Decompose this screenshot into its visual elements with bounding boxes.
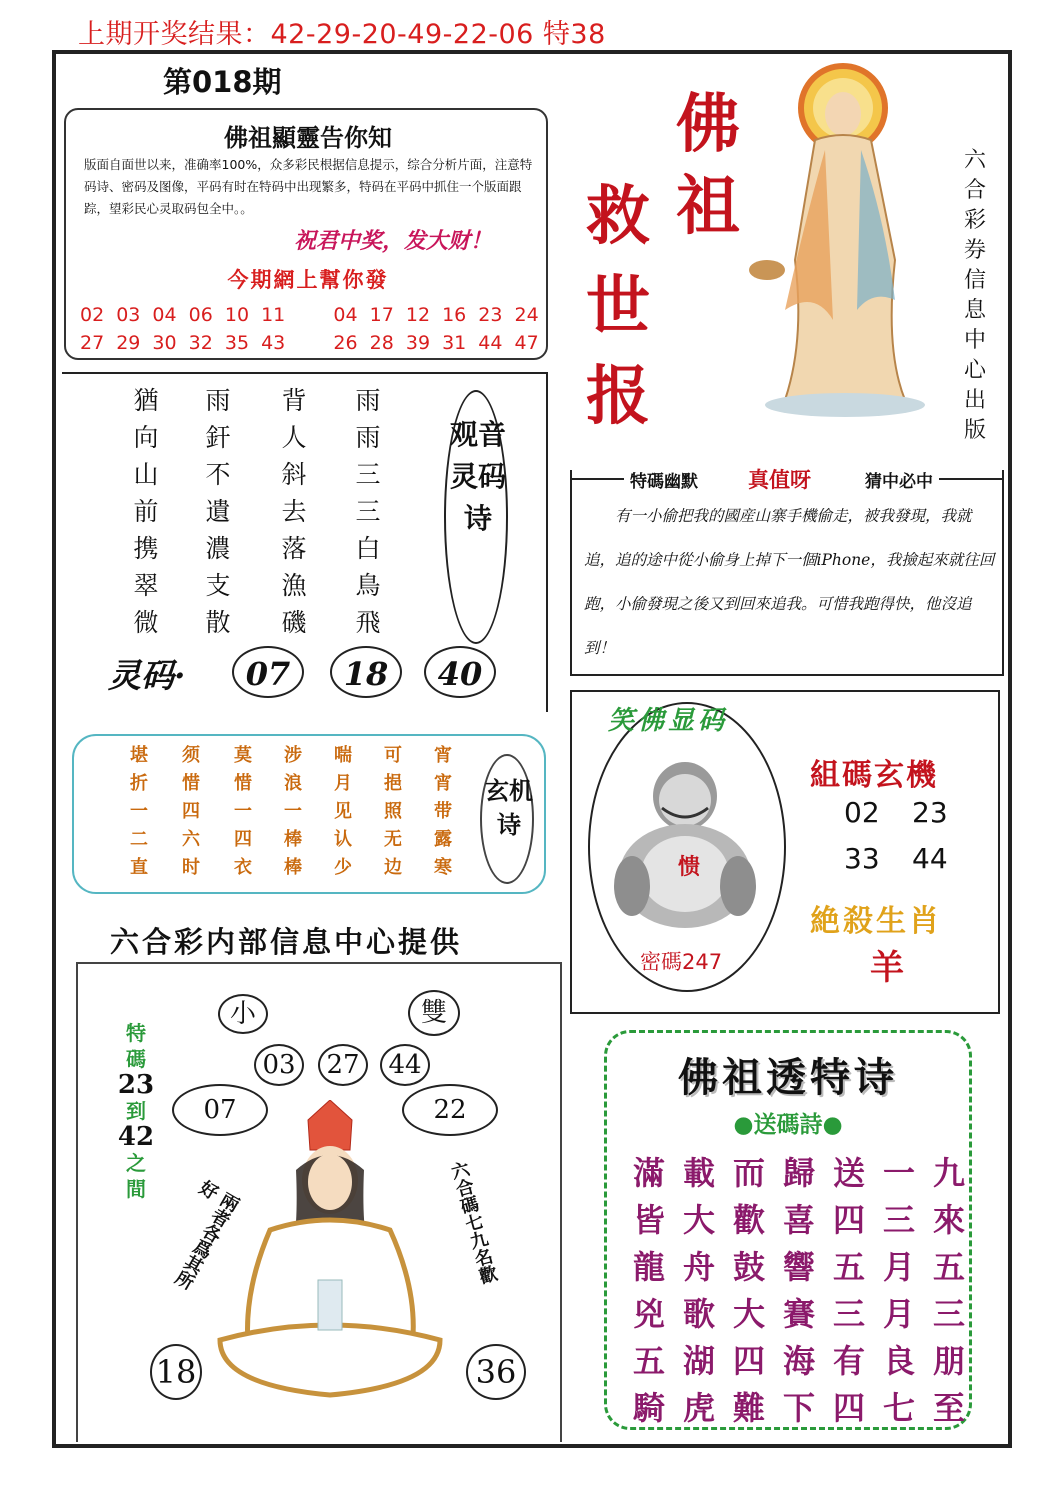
mystic-char: 莫 [234, 745, 252, 766]
mystic-col [226, 742, 260, 882]
mystic-char: 可 [384, 745, 402, 766]
poem-col-2 [200, 382, 236, 641]
left-verse: 兩者各爲其所好 [170, 1176, 243, 1293]
poem-row [624, 1385, 974, 1432]
mystic-char: 时 [182, 857, 200, 878]
tema-char: 到 [126, 1099, 146, 1123]
poem-char: 五 [932, 1248, 965, 1286]
poem-char: 支 [205, 571, 231, 600]
poem-char: 落 [281, 534, 307, 563]
top-ball: 44 [380, 1044, 430, 1086]
mystic-col [122, 742, 156, 882]
poem-char: 雨 [355, 423, 381, 452]
poem-char: 翠 [133, 571, 159, 600]
poem-char: 送 [832, 1154, 865, 1192]
mystic-col [276, 742, 310, 882]
poem-char: 滿 [632, 1154, 665, 1192]
poem-char: 三 [882, 1201, 915, 1239]
poem-char: 皆 [632, 1201, 665, 1239]
poem-char: 歌 [682, 1295, 715, 1333]
poem-char: 人 [281, 423, 307, 452]
tema-char: 特 [126, 1021, 146, 1045]
buddha-poem-title: 佛祖透特诗 [678, 1054, 898, 1101]
poem-char: 朋 [932, 1342, 965, 1380]
poem-char: 虎 [682, 1389, 715, 1427]
notice-body: 版面自面世以来，准确率100%，众多彩民根据信息提示，综合分析片面，注意特码诗、密码及图像，平码有时在特码中出现繁多，特码在平码中抓住一个版面跟踪，望彩民心灵取码包全中。。 [84, 157, 533, 216]
poem-row [624, 1338, 974, 1385]
mystic-char: 露 [434, 829, 452, 850]
story-header-mid: 真值呀 [748, 467, 811, 492]
story-body: 有一小偷把我的國産山寨手機偷走，被我發現，我就追，追的途中從小偷身上掉下一個iPhone，我撿起來就往回跑，小偷發現之後又到回來追我。可惜我跑得快，他沒追到！ [584, 507, 995, 657]
poem-char: 散 [205, 608, 231, 637]
mystic-poem-scroll [72, 734, 546, 894]
mystic-char: 一 [284, 801, 302, 822]
bottom-right-number: 36 [466, 1344, 526, 1400]
poem-char: 漁 [281, 571, 307, 600]
mystic-char: 宵 [434, 773, 452, 794]
mystic-char: 六 [182, 829, 200, 850]
poem-char: 載 [682, 1154, 715, 1192]
poem-char: 歸 [782, 1154, 815, 1192]
combo-number: 33 [844, 842, 880, 875]
story-header-left: 特碼幽默 [630, 471, 698, 492]
mystic-char: 棒 [284, 829, 302, 850]
poem-char: 去 [281, 497, 307, 526]
lingma-number: 40 [424, 646, 496, 698]
poem-char: 携 [133, 534, 159, 563]
mystic-char: 月 [334, 773, 352, 794]
header-rule [939, 478, 1002, 480]
buddha-poem-grid [624, 1150, 974, 1432]
mystic-char: 直 [130, 857, 148, 878]
right-verse: 六合碼七九名歡 [446, 1159, 500, 1287]
poem-char: 三 [832, 1295, 865, 1333]
mystic-char: 照 [384, 801, 402, 822]
poem-row [624, 1150, 974, 1197]
mystic-col [174, 742, 208, 882]
poem-char: 磯 [281, 608, 307, 637]
poem-char: 湖 [682, 1342, 715, 1380]
kill-zodiac-title: 絶殺生肖 [810, 904, 942, 939]
poem-char: 前 [133, 497, 159, 526]
tema-char: 碼 [126, 1047, 146, 1071]
guanyin-poem-title-oval [444, 390, 508, 644]
laughing-buddha-title: 笑佛显码 [608, 706, 729, 736]
poem-char: 龍 [632, 1248, 665, 1286]
mystic-char: 边 [384, 857, 402, 878]
masthead-char: 佛 [676, 87, 740, 162]
poem-char: 海 [782, 1342, 815, 1380]
poem-char: 而 [732, 1154, 765, 1192]
masthead-char: 报 [586, 359, 650, 434]
poem-char: 雨 [205, 386, 231, 415]
last-result: 上期开奖结果：42-29-20-49-22-06 特38 [78, 19, 606, 50]
poem-char: 五 [632, 1342, 665, 1380]
mystic-char: 见 [334, 801, 352, 822]
mima: 密碼247 [640, 950, 723, 974]
mystic-char: 四 [234, 829, 252, 850]
poem-char: 月 [882, 1295, 915, 1333]
masthead-col1 [668, 84, 748, 248]
buddha-poem-subtitle: ●送碼詩● [733, 1111, 843, 1138]
story-header-right: 猜中必中 [865, 471, 933, 492]
laughing-buddha-char: 愦 [678, 854, 701, 880]
poem-char: 大 [682, 1201, 715, 1239]
lingma-label: 灵码· [108, 656, 186, 695]
poem-char: 背 [281, 386, 307, 415]
poem-char: 下 [782, 1389, 815, 1427]
poem-char: 鳥 [355, 571, 381, 600]
mystic-col [376, 742, 410, 882]
mystic-char: 带 [434, 801, 452, 822]
notice-title: 佛祖顯靈告你知 [224, 123, 392, 152]
combo-number: 02 [844, 796, 880, 829]
mystic-char: 喘 [334, 745, 352, 766]
combo-title: 組碼玄機 [810, 758, 938, 793]
issue-number: 第018期 [163, 65, 282, 99]
lingma-number: 18 [330, 646, 402, 698]
poem-char: 白 [355, 534, 381, 563]
poem-char: 不 [205, 460, 231, 489]
mystic-char: 寒 [434, 857, 452, 878]
poem-char: 五 [832, 1248, 865, 1286]
poem-char: 釬 [205, 423, 231, 452]
mystic-poem-title: 玄机诗 [485, 776, 533, 839]
poem-char: 猶 [133, 386, 159, 415]
header-rule [572, 478, 624, 480]
tema-char: 之 [126, 1151, 146, 1175]
mystic-char: 堪 [130, 745, 148, 766]
mystic-char: 棒 [284, 857, 302, 878]
poem-char: 至 [932, 1389, 965, 1427]
poem-char: 三 [355, 460, 381, 489]
mystic-char: 折 [130, 773, 148, 794]
guanyin-poem-title: 观音灵码诗 [449, 418, 506, 535]
seated-guanyin-image [200, 1100, 460, 1400]
poem-char: 雨 [355, 386, 381, 415]
poem-char: 三 [932, 1295, 965, 1333]
poem-row [624, 1197, 974, 1244]
mystic-char: 惜 [234, 773, 252, 794]
standing-guanyin-image [745, 60, 945, 420]
mystic-char: 宵 [434, 745, 452, 766]
mystic-char: 涉 [284, 745, 302, 766]
poem-char: 響 [782, 1248, 815, 1286]
poem-char: 四 [832, 1389, 865, 1427]
masthead-char: 救 [586, 179, 650, 254]
poem-char: 濃 [205, 534, 231, 563]
poem-char: 向 [133, 423, 159, 452]
mystic-char: 认 [334, 829, 352, 850]
poem-row [624, 1244, 974, 1291]
mystic-char: 须 [182, 745, 200, 766]
story-header [572, 464, 1002, 494]
kill-zodiac-value: 羊 [870, 948, 904, 988]
poem-char: 遺 [205, 497, 231, 526]
poem-char: 九 [932, 1154, 965, 1192]
mystic-poem-title-oval [480, 754, 534, 884]
poem-char: 喜 [782, 1201, 815, 1239]
top-ball: 03 [254, 1044, 304, 1086]
mystic-char: 浪 [284, 773, 302, 794]
mystic-char: 一 [130, 801, 148, 822]
mystic-char: 二 [130, 829, 148, 850]
help-title: 今期網上幫你發 [227, 267, 389, 292]
poem-char: 大 [732, 1295, 765, 1333]
combo-number: 44 [912, 842, 948, 875]
mystic-col [426, 742, 460, 882]
mystic-char: 惜 [182, 773, 200, 794]
combo-number: 23 [912, 796, 948, 829]
poem-char: 兇 [632, 1295, 665, 1333]
poem-char: 良 [882, 1342, 915, 1380]
right-oval-number: 22 [402, 1084, 498, 1136]
poem-char: 賽 [782, 1295, 815, 1333]
mystic-char: 一 [234, 801, 252, 822]
double-badge: 雙 [408, 990, 460, 1036]
mystic-char: 少 [334, 857, 352, 878]
poem-char: 來 [932, 1201, 965, 1239]
poem-char: 難 [732, 1389, 765, 1427]
poem-char: 七 [882, 1389, 915, 1427]
poem-char: 斜 [281, 460, 307, 489]
bottom-left-number: 18 [150, 1344, 202, 1400]
lingma-number: 07 [232, 646, 304, 698]
left-oval-number: 07 [172, 1084, 268, 1136]
poem-char: 騎 [632, 1389, 665, 1427]
notice-box [64, 108, 548, 360]
mystic-char: 四 [182, 801, 200, 822]
poem-col-1 [128, 382, 164, 641]
poem-char: 山 [133, 460, 159, 489]
tema-char: 23 [117, 1070, 155, 1100]
tema-char: 間 [126, 1177, 146, 1201]
help-numbers-row1: 02 03 04 06 10 11 04 17 12 16 23 24 [80, 304, 539, 326]
poem-char: 歡 [732, 1201, 765, 1239]
poem-char: 鼓 [732, 1248, 765, 1286]
poem-char: 月 [882, 1248, 915, 1286]
poem-char: 微 [133, 608, 159, 637]
poem-col-3 [276, 382, 312, 641]
poem-char: 四 [732, 1342, 765, 1380]
masthead-char: 祖 [676, 169, 740, 244]
poem-char: 一 [882, 1154, 915, 1192]
help-numbers-row2: 27 29 30 32 35 43 26 28 39 31 44 47 [80, 332, 539, 354]
mystic-char: 挹 [384, 773, 402, 794]
mystic-char: 无 [384, 829, 402, 850]
poem-char: 舟 [682, 1248, 715, 1286]
top-ball: 27 [318, 1044, 368, 1086]
poem-char: 三 [355, 497, 381, 526]
masthead-char: 世 [586, 269, 650, 344]
provider-line: 六合彩内部信息中心提供 [110, 925, 463, 959]
tema-char: 42 [117, 1122, 155, 1152]
poem-char: 四 [832, 1201, 865, 1239]
poem-char: 飛 [355, 608, 381, 637]
poem-col-4 [350, 382, 386, 641]
publisher: 六合彩券信息中心出版 [963, 148, 986, 443]
laughing-buddha-image [610, 756, 760, 931]
poem-char: 有 [832, 1342, 865, 1380]
mystic-col [326, 742, 360, 882]
poem-row [624, 1291, 974, 1338]
wish-text: 祝君中奖，发大财！ [294, 228, 493, 254]
small-badge: 小 [218, 994, 268, 1034]
mystic-char: 衣 [234, 857, 252, 878]
masthead-col2 [578, 172, 658, 442]
